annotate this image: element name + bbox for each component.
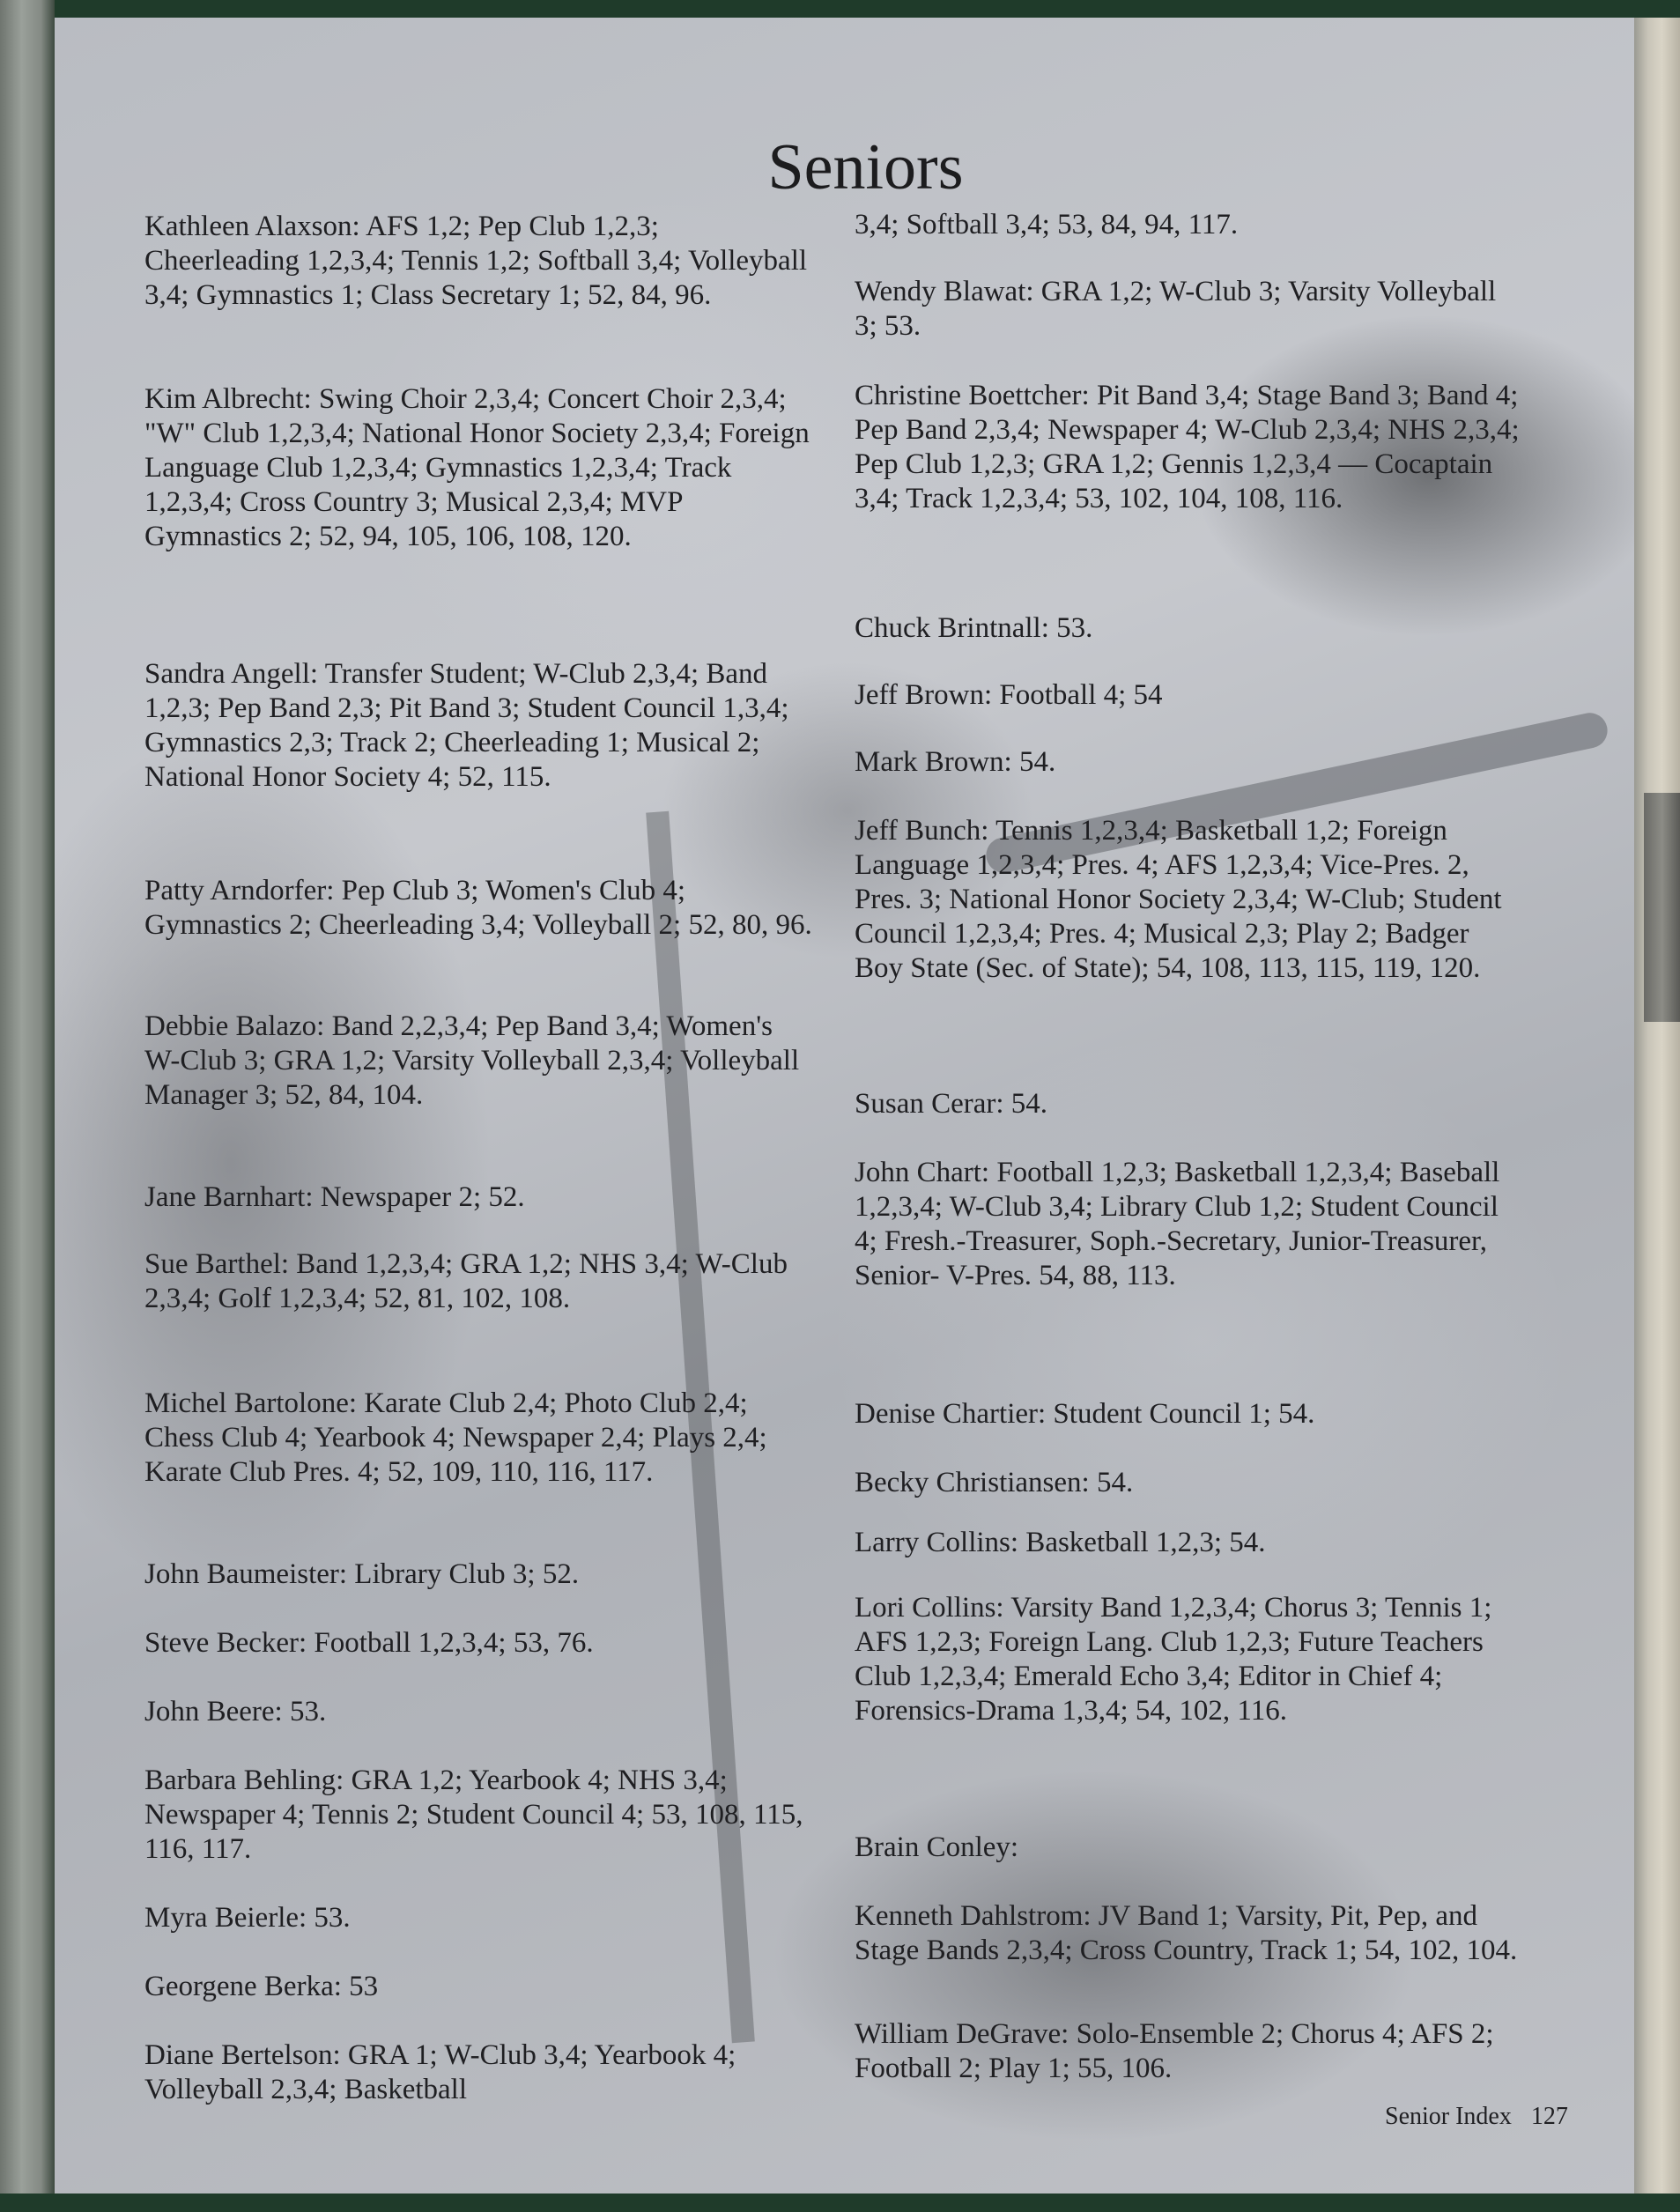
senior-entry: Georgene Berka: 53 — [144, 1971, 379, 2002]
page-number: 127 — [1530, 2103, 1568, 2130]
senior-entry: Steve Becker: Football 1,2,3,4; 53, 76. — [144, 1627, 594, 1659]
senior-entry: Larry Collins: Basketball 1,2,3; 54. — [855, 1527, 1266, 1558]
senior-entry: Christine Boettcher: Pit Band 3,4; Stage Band 3; Band 4; Pep Band 2,3,4; Newspaper 4; W-Club 2,3,4; NHS 2,3,4; Pep Club 1,2,3; GRA 1,2; Gennis 1,2,3,4 — Cocaptain 3,4; Track 1,2,3,4; 53, 102, 104, 108, 116. — [855, 380, 1520, 514]
senior-entry: Jeff Brown: Football 4; 54 — [855, 679, 1163, 711]
yearbook-page — [55, 18, 1634, 2194]
senior-entry: Lori Collins: Varsity Band 1,2,3,4; Chorus 3; Tennis 1; AFS 1,2,3; Foreign Lang. Club 1,2,3; Future Teachers Club 1,2,3,4; Emerald Echo 3,4; Editor in Chief 4; Forensics-Drama 1,3,4; 54, 102, 116. — [855, 1592, 1492, 1727]
senior-entry: Jeff Bunch: Tennis 1,2,3,4; Basketball 1,2; Foreign Language 1,2,3,4; Pres. 4; AFS 1,2,3,4; Vice-Pres. 2, Pres. 3; National Honor Society 2,3,4; W-Club; Student Council 1,2,3,4; Pres. 4; Musical 2,3; Play 2; Badger Boy State (Sec. of State); 54, 108, 113, 115, 119, 120. — [855, 815, 1502, 984]
senior-entry: Kathleen Alaxson: AFS 1,2; Pep Club 1,2,3; Cheerleading 1,2,3,4; Tennis 1,2; Softball 3,4; Volleyball 3,4; Gymnastics 1; Class Secretary 1; 52, 84, 96. — [144, 211, 808, 311]
senior-entry: William DeGrave: Solo-Ensemble 2; Chorus 4; AFS 2; Football 2; Play 1; 55, 106. — [855, 2018, 1494, 2084]
senior-entry: Brain Conley: — [855, 1831, 1019, 1863]
senior-entry: Susan Cerar: 54. — [855, 1088, 1048, 1120]
senior-entry: John Baumeister: Library Club 3; 52. — [144, 1558, 580, 1590]
section-label: Senior Index — [1385, 2103, 1512, 2130]
senior-entry: Kim Albrecht: Swing Choir 2,3,4; Concert Choir 2,3,4; "W" Club 1,2,3,4; National Honor Society 2,3,4; Foreign Language Club 1,2,3,4; Gymnastics 1,2,3,4; Track 1,2,3,4; Cross Country 3; Musical 2,3,4; MVP Gymnastics 2; 52, 94, 105, 106, 108, 120. — [144, 383, 810, 552]
senior-entry: John Beere: 53. — [144, 1696, 327, 1727]
senior-entry: Chuck Brintnall: 53. — [855, 612, 1093, 644]
senior-entry: Denise Chartier: Student Council 1; 54. — [855, 1398, 1315, 1430]
senior-entry: Sandra Angell: Transfer Student; W-Club 2,3,4; Band 1,2,3; Pep Band 2,3; Pit Band 3; Student Council 1,3,4; Gymnastics 2,3; Track 2; Cheerleading 1; Musical 2; National Honor Society 4; 52, 115. — [144, 658, 789, 793]
senior-entry: Kenneth Dahlstrom: JV Band 1; Varsity, Pit, Pep, and Stage Bands 2,3,4; Cross Country, Track 1; 54, 102, 104. — [855, 1900, 1518, 1966]
senior-entry: Diane Bertelson: GRA 1; W-Club 3,4; Yearbook 4; Volleyball 2,3,4; Basketball — [144, 2039, 736, 2105]
senior-entry: Myra Beierle: 53. — [144, 1902, 351, 1934]
senior-entry: Mark Brown: 54. — [855, 746, 1056, 778]
book-bottom-edge — [0, 2194, 1680, 2212]
senior-entry: Michel Bartolone: Karate Club 2,4; Photo Club 2,4; Chess Club 4; Yearbook 4; Newspaper 2,4; Plays 2,4; Karate Club Pres. 4; 52, 109, 110, 116, 117. — [144, 1387, 767, 1488]
senior-entry: 3,4; Softball 3,4; 53, 84, 94, 117. — [855, 209, 1239, 240]
senior-entry: Jane Barnhart: Newspaper 2; 52. — [144, 1181, 525, 1213]
page-title: Seniors — [767, 131, 964, 203]
book-top-edge — [0, 0, 1680, 18]
page-tab — [1644, 793, 1680, 1022]
senior-entry: Wendy Blawat: GRA 1,2; W-Club 3; Varsity Volleyball 3; 53. — [855, 276, 1497, 342]
page-stack-edge — [1634, 18, 1680, 2194]
senior-entry: Becky Christiansen: 54. — [855, 1467, 1134, 1498]
senior-entry: Barbara Behling: GRA 1,2; Yearbook 4; NHS 3,4; Newspaper 4; Tennis 2; Student Council 4; 53, 108, 115, 116, 117. — [144, 1764, 803, 1865]
senior-entry: Sue Barthel: Band 1,2,3,4; GRA 1,2; NHS 3,4; W-Club 2,3,4; Golf 1,2,3,4; 52, 81, 102, 108. — [144, 1248, 788, 1314]
page-footer — [1385, 2103, 1568, 2131]
senior-entry: Debbie Balazo: Band 2,2,3,4; Pep Band 3,4; Women's W-Club 3; GRA 1,2; Varsity Volleyball 2,3,4; Volleyball Manager 3; 52, 84, 104. — [144, 1010, 800, 1111]
senior-entry: John Chart: Football 1,2,3; Basketball 1,2,3,4; Baseball 1,2,3,4; W-Club 3,4; Library Club 1,2; Student Council 4; Fresh.-Treasurer, Soph.-Secretary, Junior-Treasurer, Senior- V-Pres. 54, 88, 113. — [855, 1157, 1500, 1291]
book-spine — [0, 0, 55, 2212]
senior-entry: Patty Arndorfer: Pep Club 3; Women's Club 4; Gymnastics 2; Cheerleading 3,4; Volleyball 2; 52, 80, 96. — [144, 875, 812, 941]
